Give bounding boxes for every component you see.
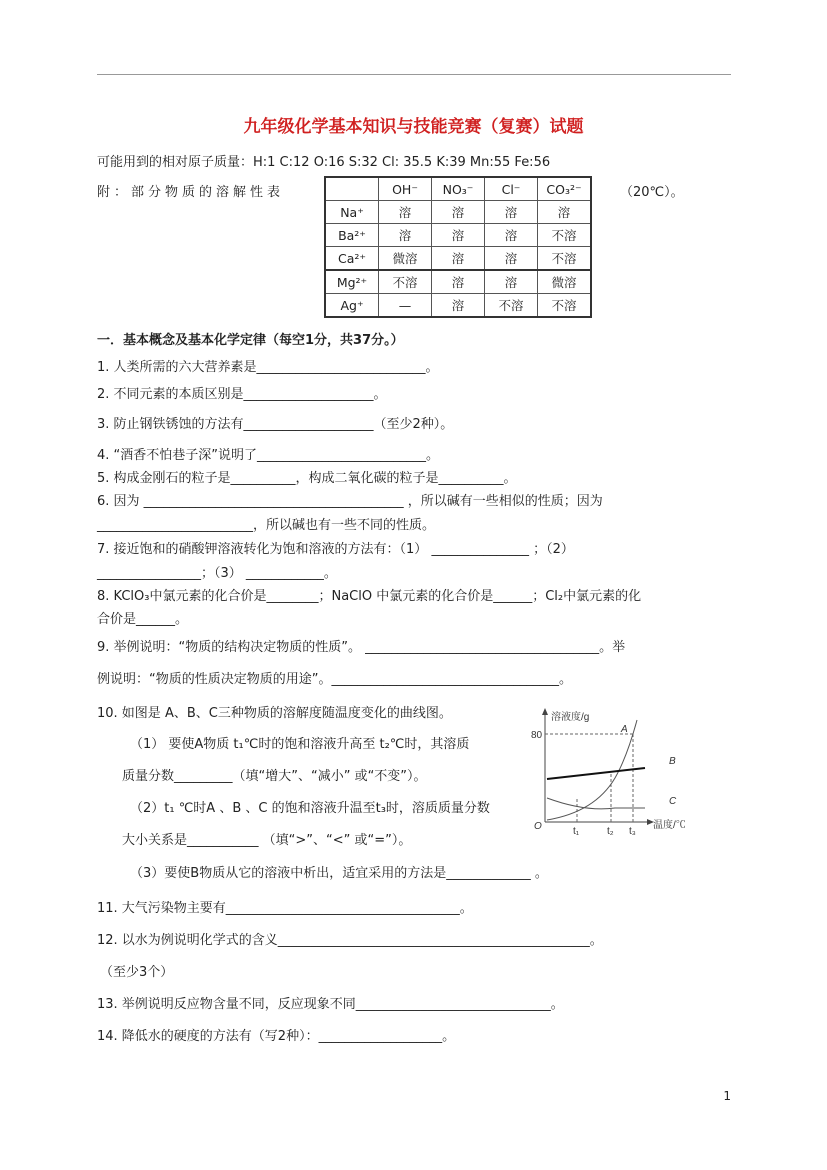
table-cell: Ca²⁺ [325,247,379,271]
question-14: 14. 降低水的硬度的方法有（写2种）：___________________。 [97,1029,456,1044]
question-3: 3. 防止钢铁锈蚀的方法有____________________（至少2种）。 [97,417,454,432]
table-cell: 不溶 [538,294,592,318]
fig-t3: t₃ [629,826,636,837]
table-cell: Na⁺ [325,201,379,224]
table-cell: 微溶 [379,247,432,271]
table-cell: 不溶 [485,294,538,318]
question-8-line1: 8. KClO₃中氯元素的化合价是________；NaClO 中氯元素的化合价是______；Cl₂中氯元素的化 [97,589,642,604]
table-cell: 微溶 [538,270,592,294]
question-8-line2: 合价是______。 [97,612,189,627]
question-9-line1: 9. 举例说明：“物质的结构决定物质的性质”。 ____________________________________。举 [97,640,626,655]
fig-label-c: C [669,796,677,807]
fig-xlabel: 温度/℃ [653,820,686,831]
question-9-line2: 例说明：“物质的性质决定物质的用途”。___________________________________。 [97,672,572,687]
table-row [325,224,591,247]
fig-ylabel: 溶液度/g [551,712,590,723]
table-row [325,247,591,271]
table-cell: OH⁻ [379,177,432,201]
table-cell: 溶 [485,247,538,271]
question-10-1-line2: 质量分数_________（填“增大”、“减小” 或“不变”）。 [122,769,427,784]
question-10-1-line1: （1） 要使A物质 t₁℃时的饱和溶液升高至 t₂℃时，其溶质 [130,737,470,752]
solubility-table [324,176,592,318]
table-cell: CO₃²⁻ [538,177,592,201]
question-6-line1: 6. 因为 ________________________________________ ，所以碱有一些相似的性质；因为 [97,494,603,509]
question-11: 11. 大气污染物主要有____________________________________。 [97,901,473,916]
question-5: 5. 构成金刚石的粒子是__________，构成二氧化碳的粒子是__________。 [97,471,517,486]
question-2: 2. 不同元素的本质区别是____________________。 [97,387,387,402]
table-cell: Ag⁺ [325,294,379,318]
table-cell: 溶 [432,270,485,294]
table-row [325,270,591,294]
table-cell: 溶 [379,224,432,247]
table-row [325,201,591,224]
table-cell: 不溶 [538,247,592,271]
fig-t2: t₂ [607,826,614,837]
question-10-2-line2: 大小关系是___________ （填“>”、“<” 或“=”）。 [122,833,412,848]
table-header-row [325,177,591,201]
solubility-curve-figure [525,702,715,837]
table-cell: 溶 [432,294,485,318]
section-heading: 一．基本概念及基本化学定律（每空1分，共37分。） [97,333,404,348]
temperature-note: （20℃）。 [620,185,684,200]
question-4: 4. “酒香不怕巷子深”说明了__________________________。 [97,448,440,463]
atomic-masses: 可能用到的相对原子质量：H:1 C:12 O:16 S:32 Cl: 35.5 K:39 Mn:55 Fe:56 [97,155,551,170]
table-cell: 溶 [485,201,538,224]
question-7-line2: ________________；（3） ____________。 [97,566,337,581]
table-cell: 不溶 [379,270,432,294]
table-cell: Mg²⁺ [325,270,379,294]
question-12-note: （至少3个） [100,965,174,980]
table-cell: 溶 [432,247,485,271]
page-number: 1 [723,1089,731,1103]
fig-label-a: A [621,724,628,735]
table-cell: 不溶 [538,224,592,247]
table-cell [325,177,379,201]
question-6-line2: ________________________，所以碱也有一些不同的性质。 [97,518,436,533]
fig-y80: 80 [531,730,543,741]
question-10-2-line1: （2）t₁ ℃时A 、B 、C 的饱和溶液升温至t₃时，溶质质量分数 [130,801,490,816]
table-cell: 溶 [485,224,538,247]
table-cell: 溶 [432,201,485,224]
table-cell: Cl⁻ [485,177,538,201]
table-cell: NO₃⁻ [432,177,485,201]
attachment-label: 附：部分物质的溶解性表 [97,185,285,200]
table-cell: — [379,294,432,318]
table-cell: 溶 [432,224,485,247]
question-13: 13. 举例说明反应物含量不同，反应现象不同______________________________。 [97,997,564,1012]
y-axis-arrow [542,708,548,715]
table-cell: 溶 [538,201,592,224]
header-rule [97,74,731,75]
question-10: 10. 如图是 A、B、C三种物质的溶解度随温度变化的曲线图。 [97,706,452,721]
fig-t1: t₁ [573,826,580,837]
table-cell: Ba²⁺ [325,224,379,247]
fig-origin: O [534,821,542,832]
table-cell: 溶 [379,201,432,224]
question-1: 1. 人类所需的六大营养素是__________________________。 [97,360,439,375]
curve-b [547,768,645,779]
page-title: 九年级化学基本知识与技能竞赛（复赛）试题 [243,117,584,137]
question-10-3: （3）要使B物质从它的溶液中析出，适宜采用的方法是_____________ 。 [130,866,548,881]
table-row [325,294,591,318]
question-7-line1: 7. 接近饱和的硝酸钾溶液转化为饱和溶液的方法有：（1） _______________ ；（2） [97,542,574,557]
table-cell: 溶 [485,270,538,294]
fig-label-b: B [669,756,676,767]
question-12: 12. 以水为例说明化学式的含义________________________________________________。 [97,933,603,948]
